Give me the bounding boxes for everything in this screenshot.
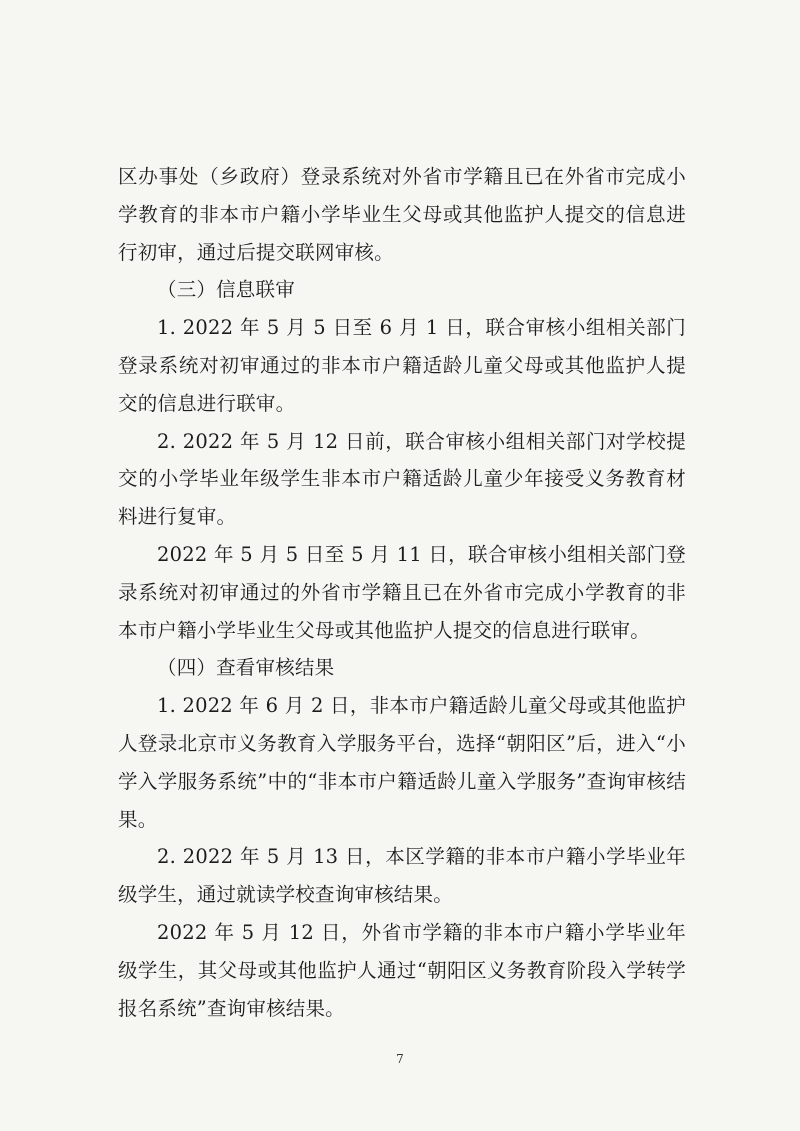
- paragraph-item: 2. 2022 年 5 月 12 日前，联合审核小组相关部门对学校提交的小学毕业年级学生非本市户籍适龄儿童少年接受义务教育材料进行复审。: [118, 429, 686, 529]
- document-body: [118, 158, 686, 1027]
- section-heading-3: （三）信息联审: [157, 278, 295, 302]
- section-heading-4: （四）查看审核结果: [157, 656, 335, 680]
- paragraph-item: 2022 年 5 月 12 日，外省市学籍的非本市户籍小学毕业年级学生，其父母或其他监护人通过“朝阳区义务教育阶段入学转学报名系统”查询审核结果。: [118, 920, 686, 1020]
- paragraph-item: 1. 2022 年 5 月 5 日至 6 月 1 日，联合审核小组相关部门登录系统对初审通过的非本市户籍适龄儿童父母或其他监护人提交的信息进行联审。: [118, 316, 686, 415]
- paragraph-continuation: 区办事处（乡政府）登录系统对外省市学籍且已在外省市完成小学教育的非本市户籍小学毕业生父母或其他监护人提交的信息进行初审，通过后提交联网审核。: [118, 165, 686, 264]
- paragraph-item: 2. 2022 年 5 月 13 日，本区学籍的非本市户籍小学毕业年级学生，通过就读学校查询审核结果。: [118, 845, 686, 907]
- paragraph-item: 2022 年 5 月 5 日至 5 月 11 日，联合审核小组相关部门登录系统对初审通过的外省市学籍且已在外省市完成小学教育的非本市户籍小学毕业生父母或其他监护人提交的信息进行联审。: [118, 542, 686, 642]
- paragraph-item: 1. 2022 年 6 月 2 日，非本市户籍适龄儿童父母或其他监护人登录北京市义务教育入学服务平台，选择“朝阳区”后，进入“小学入学服务系统”中的“非本市户籍适龄儿童入学服务”查询审核结果。: [118, 694, 686, 831]
- page-number: 7: [396, 1052, 404, 1066]
